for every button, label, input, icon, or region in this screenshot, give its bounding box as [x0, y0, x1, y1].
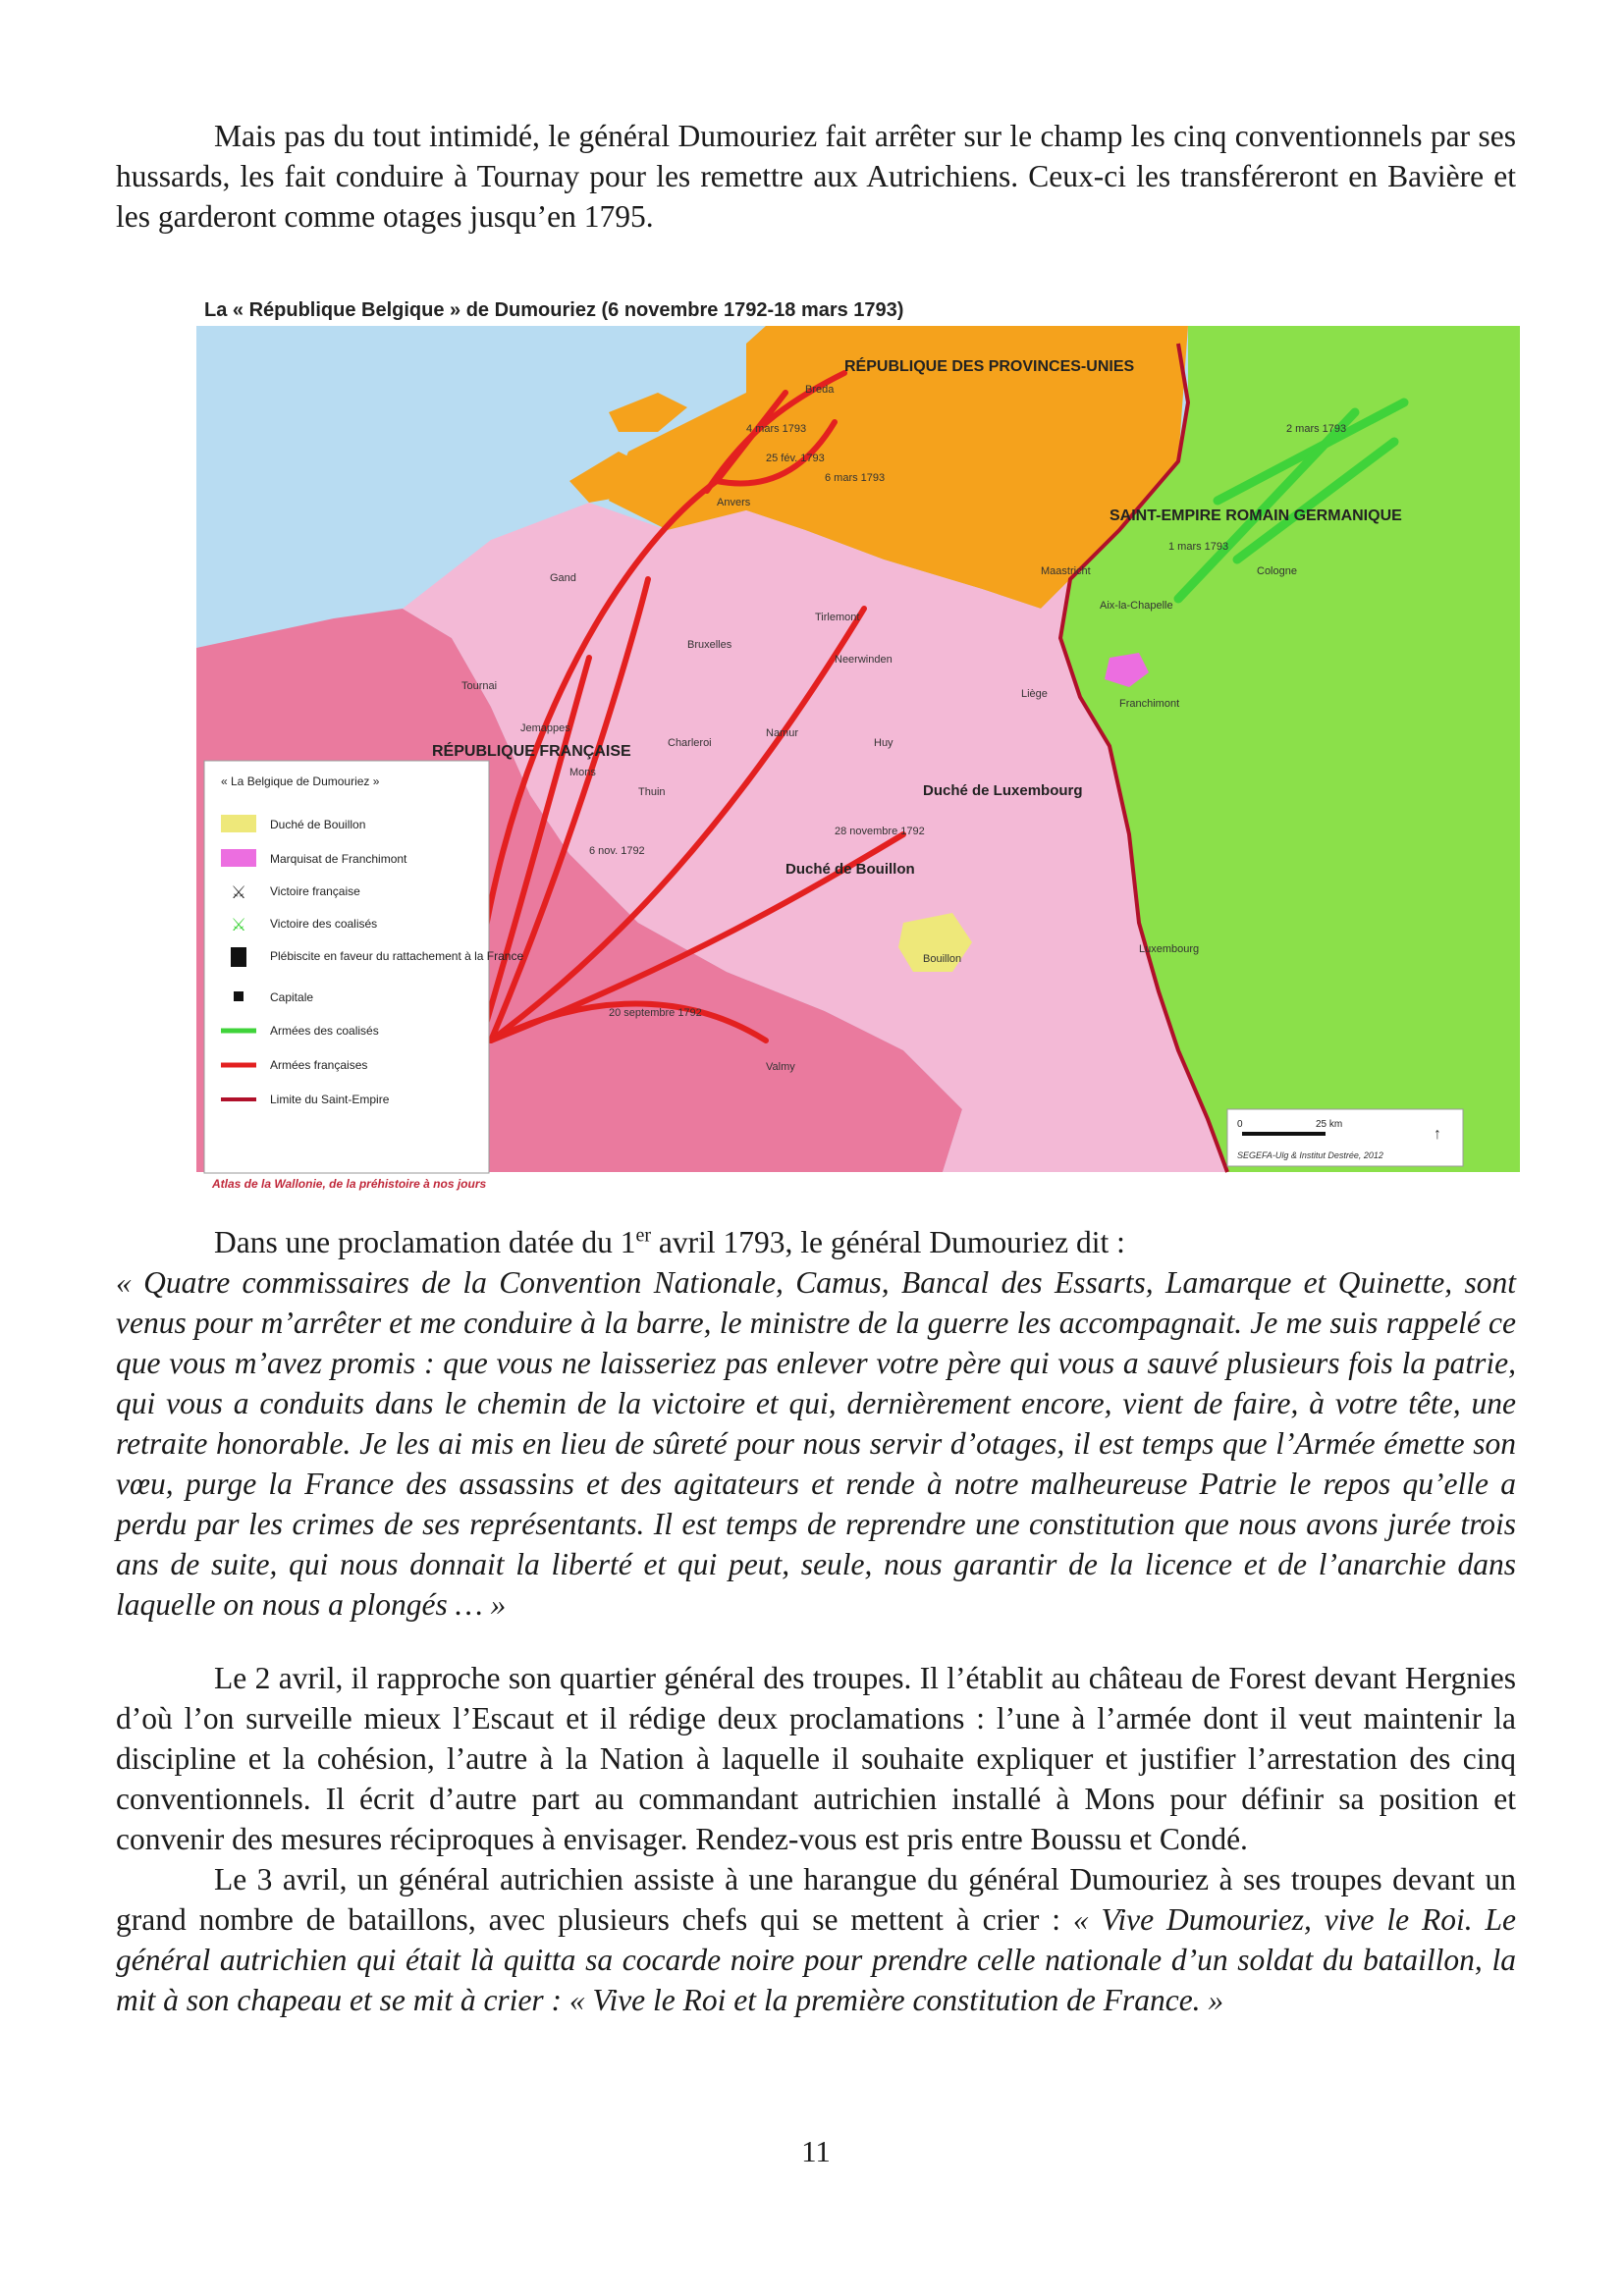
region-label: RÉPUBLIQUE DES PROVINCES-UNIES	[844, 358, 1135, 375]
city-label: Namur	[766, 727, 799, 739]
arrow-label: 1 mars 1793	[1168, 541, 1229, 553]
body-block	[116, 1658, 1516, 2020]
city-label: Breda	[805, 384, 835, 396]
region-label: Duché de Luxembourg	[923, 782, 1083, 799]
legend-item: Capitale	[270, 990, 314, 1004]
proclamation-intro	[116, 1222, 1516, 1262]
legend-swatch-bouillon	[221, 815, 256, 832]
crossed-swords-icon: ⚔	[231, 882, 247, 902]
arrow-label: 6 nov. 1792	[589, 845, 645, 857]
scale-distance: 25 km	[1316, 1119, 1343, 1130]
arrow-label: 25 fév. 1793	[766, 453, 825, 464]
region-label: SAINT-EMPIRE ROMAIN GERMANIQUE	[1110, 507, 1402, 524]
city-label: Mons	[569, 767, 596, 778]
arrow-label: 6 mars 1793	[825, 472, 886, 484]
city-label: Maastricht	[1041, 565, 1091, 577]
harangue-quote: « Vive Dumouriez, vive le Roi. Le général autrichien qui était là quitta sa cocarde noire pour prendre celle nationale d’un soldat du bataillon, la mit à son chapeau et se mit à crier : « Vive le Roi et la première constitution de France. »	[116, 1902, 1516, 2017]
map-legend	[204, 761, 523, 1173]
arrow-label: 28 novembre 1792	[835, 826, 925, 837]
map-credit: SEGEFA-Ulg & Institut Destrée, 2012	[1237, 1150, 1383, 1160]
legend-swatch-franchimont	[221, 849, 256, 867]
ballot-box-icon	[231, 947, 246, 967]
city-label: Cologne	[1257, 565, 1297, 577]
city-label: Aix-la-Chapelle	[1100, 600, 1173, 612]
legend-title: « La Belgique de Dumouriez »	[221, 774, 380, 788]
legend-item: Victoire des coalisés	[270, 917, 378, 931]
paragraph-headquarters: Le 2 avril, il rapproche son quartier général des troupes. Il l’établit au château de Forest devant Hergnies d’où l’on surveille mieux l’Escaut et il rédige deux proclamations : l’une à l’armée dont il veut maintenir la discipline et la cohésion, l’autre à la Nation à laquelle il souhaite expliquer et justifier l’arrestation des cinq conventionnels. Il écrit d’autre part au commandant autrichien installé à Mons pour définir sa position et convenir des mesures réciproques à envisager. Rendez-vous est pris entre Boussu et Condé.	[116, 1661, 1516, 1856]
proclamation-block	[116, 1222, 1516, 1625]
arrow-label: 20 septembre 1792	[609, 1007, 702, 1019]
arrow-label: 4 mars 1793	[746, 423, 807, 435]
city-label: Franchimont	[1119, 698, 1180, 710]
legend-item: Marquisat de Franchimont	[270, 852, 407, 866]
map-source: Atlas de la Wallonie, de la préhistoire à nos jours	[212, 1177, 487, 1191]
city-label: Neerwinden	[835, 654, 893, 666]
legend-item: Duché de Bouillon	[270, 818, 366, 831]
superscript: er	[635, 1224, 652, 1247]
city-label: Tournai	[461, 680, 498, 692]
map-title: La « République Belgique » de Dumouriez (6 novembre 1792-18 mars 1793)	[204, 299, 904, 321]
legend-item: Limite du Saint-Empire	[270, 1093, 390, 1106]
city-label: Bouillon	[923, 953, 962, 965]
capital-icon	[234, 991, 244, 1001]
city-label: Gand	[550, 572, 576, 584]
historical-map	[196, 285, 1520, 1196]
intro-text-rest: avril 1793, le général Dumouriez dit :	[651, 1225, 1125, 1259]
city-label: Anvers	[717, 497, 751, 508]
page-number: 11	[801, 2134, 831, 2168]
city-label: Thuin	[638, 786, 666, 798]
intro-text: Dans une proclamation datée du 1	[214, 1225, 636, 1259]
city-label: Huy	[874, 737, 893, 749]
region-label: Duché de Bouillon	[785, 861, 915, 878]
city-label: Jemappes	[520, 722, 570, 734]
city-label: Luxembourg	[1139, 943, 1200, 955]
region-label: RÉPUBLIQUE FRANÇAISE	[432, 743, 631, 760]
harangue-text: Le 3 avril, un général autrichien assiste à une harangue du général Dumouriez à ses troupes devant un grand nombre de bataillons, avec plusieurs chefs qui se mettent à crier :	[116, 1862, 1516, 1937]
legend-item: Victoire française	[270, 884, 360, 898]
city-label: Bruxelles	[687, 639, 732, 651]
city-label: Charleroi	[668, 737, 712, 749]
legend-item: Armées françaises	[270, 1058, 368, 1072]
city-label: Liège	[1021, 688, 1048, 700]
north-arrow-icon: ↑	[1434, 1126, 1441, 1143]
arrow-label: 2 mars 1793	[1286, 423, 1347, 435]
legend-item: Armées des coalisés	[270, 1024, 379, 1038]
proclamation-quote: « Quatre commissaires de la Convention Nationale, Camus, Bancal des Essarts, Lamarque et Quinette, sont venus pour m’arrêter et me conduire à la barre, le ministre de la guerre les accompagnait. Je me suis rappelé ce que vous m’avez promis : que vous ne laisseriez pas enlever votre père qui vous a sauvé plusieurs fois la patrie, qui vous a conduits dans le chemin de la victoire et qui, dernièrement encore, vient de faire, à votre tête, une retraite honorable. Je les ai mis en lieu de sûreté pour nous servir d’otages, il est temps que l’Armée émette son vœu, purge la France des assassins et des agitateurs et rende à notre malheureuse Patrie le repos qu’elle a perdu par les crimes de ses représentants. Il est temps de reprendre une constitution que nous avons jurée trois ans de suite, qui nous donnait la liberté et qui peut, seule, nous garantir de la licence et de l’anarchie dans laquelle on nous a plongés … »	[116, 1265, 1516, 1622]
paragraph-arrest: Mais pas du tout intimidé, le général Dumouriez fait arrêter sur le champ les cinq conventionnels par ses hussards, les fait conduire à Tournay pour les remettre aux Autrichiens. Ceux-ci les transféreront en Bavière et les garderont comme otages jusqu’en 1795.	[116, 119, 1516, 234]
legend-item: Plébiscite en faveur du rattachement à la France	[270, 949, 524, 963]
scale-zero: 0	[1237, 1119, 1243, 1130]
crossed-swords-icon: ⚔	[231, 915, 247, 934]
paragraph-harangue	[116, 1859, 1516, 2020]
city-label: Valmy	[766, 1061, 795, 1073]
map-scale	[1227, 1109, 1463, 1166]
city-label: Tirlemont	[815, 612, 860, 623]
